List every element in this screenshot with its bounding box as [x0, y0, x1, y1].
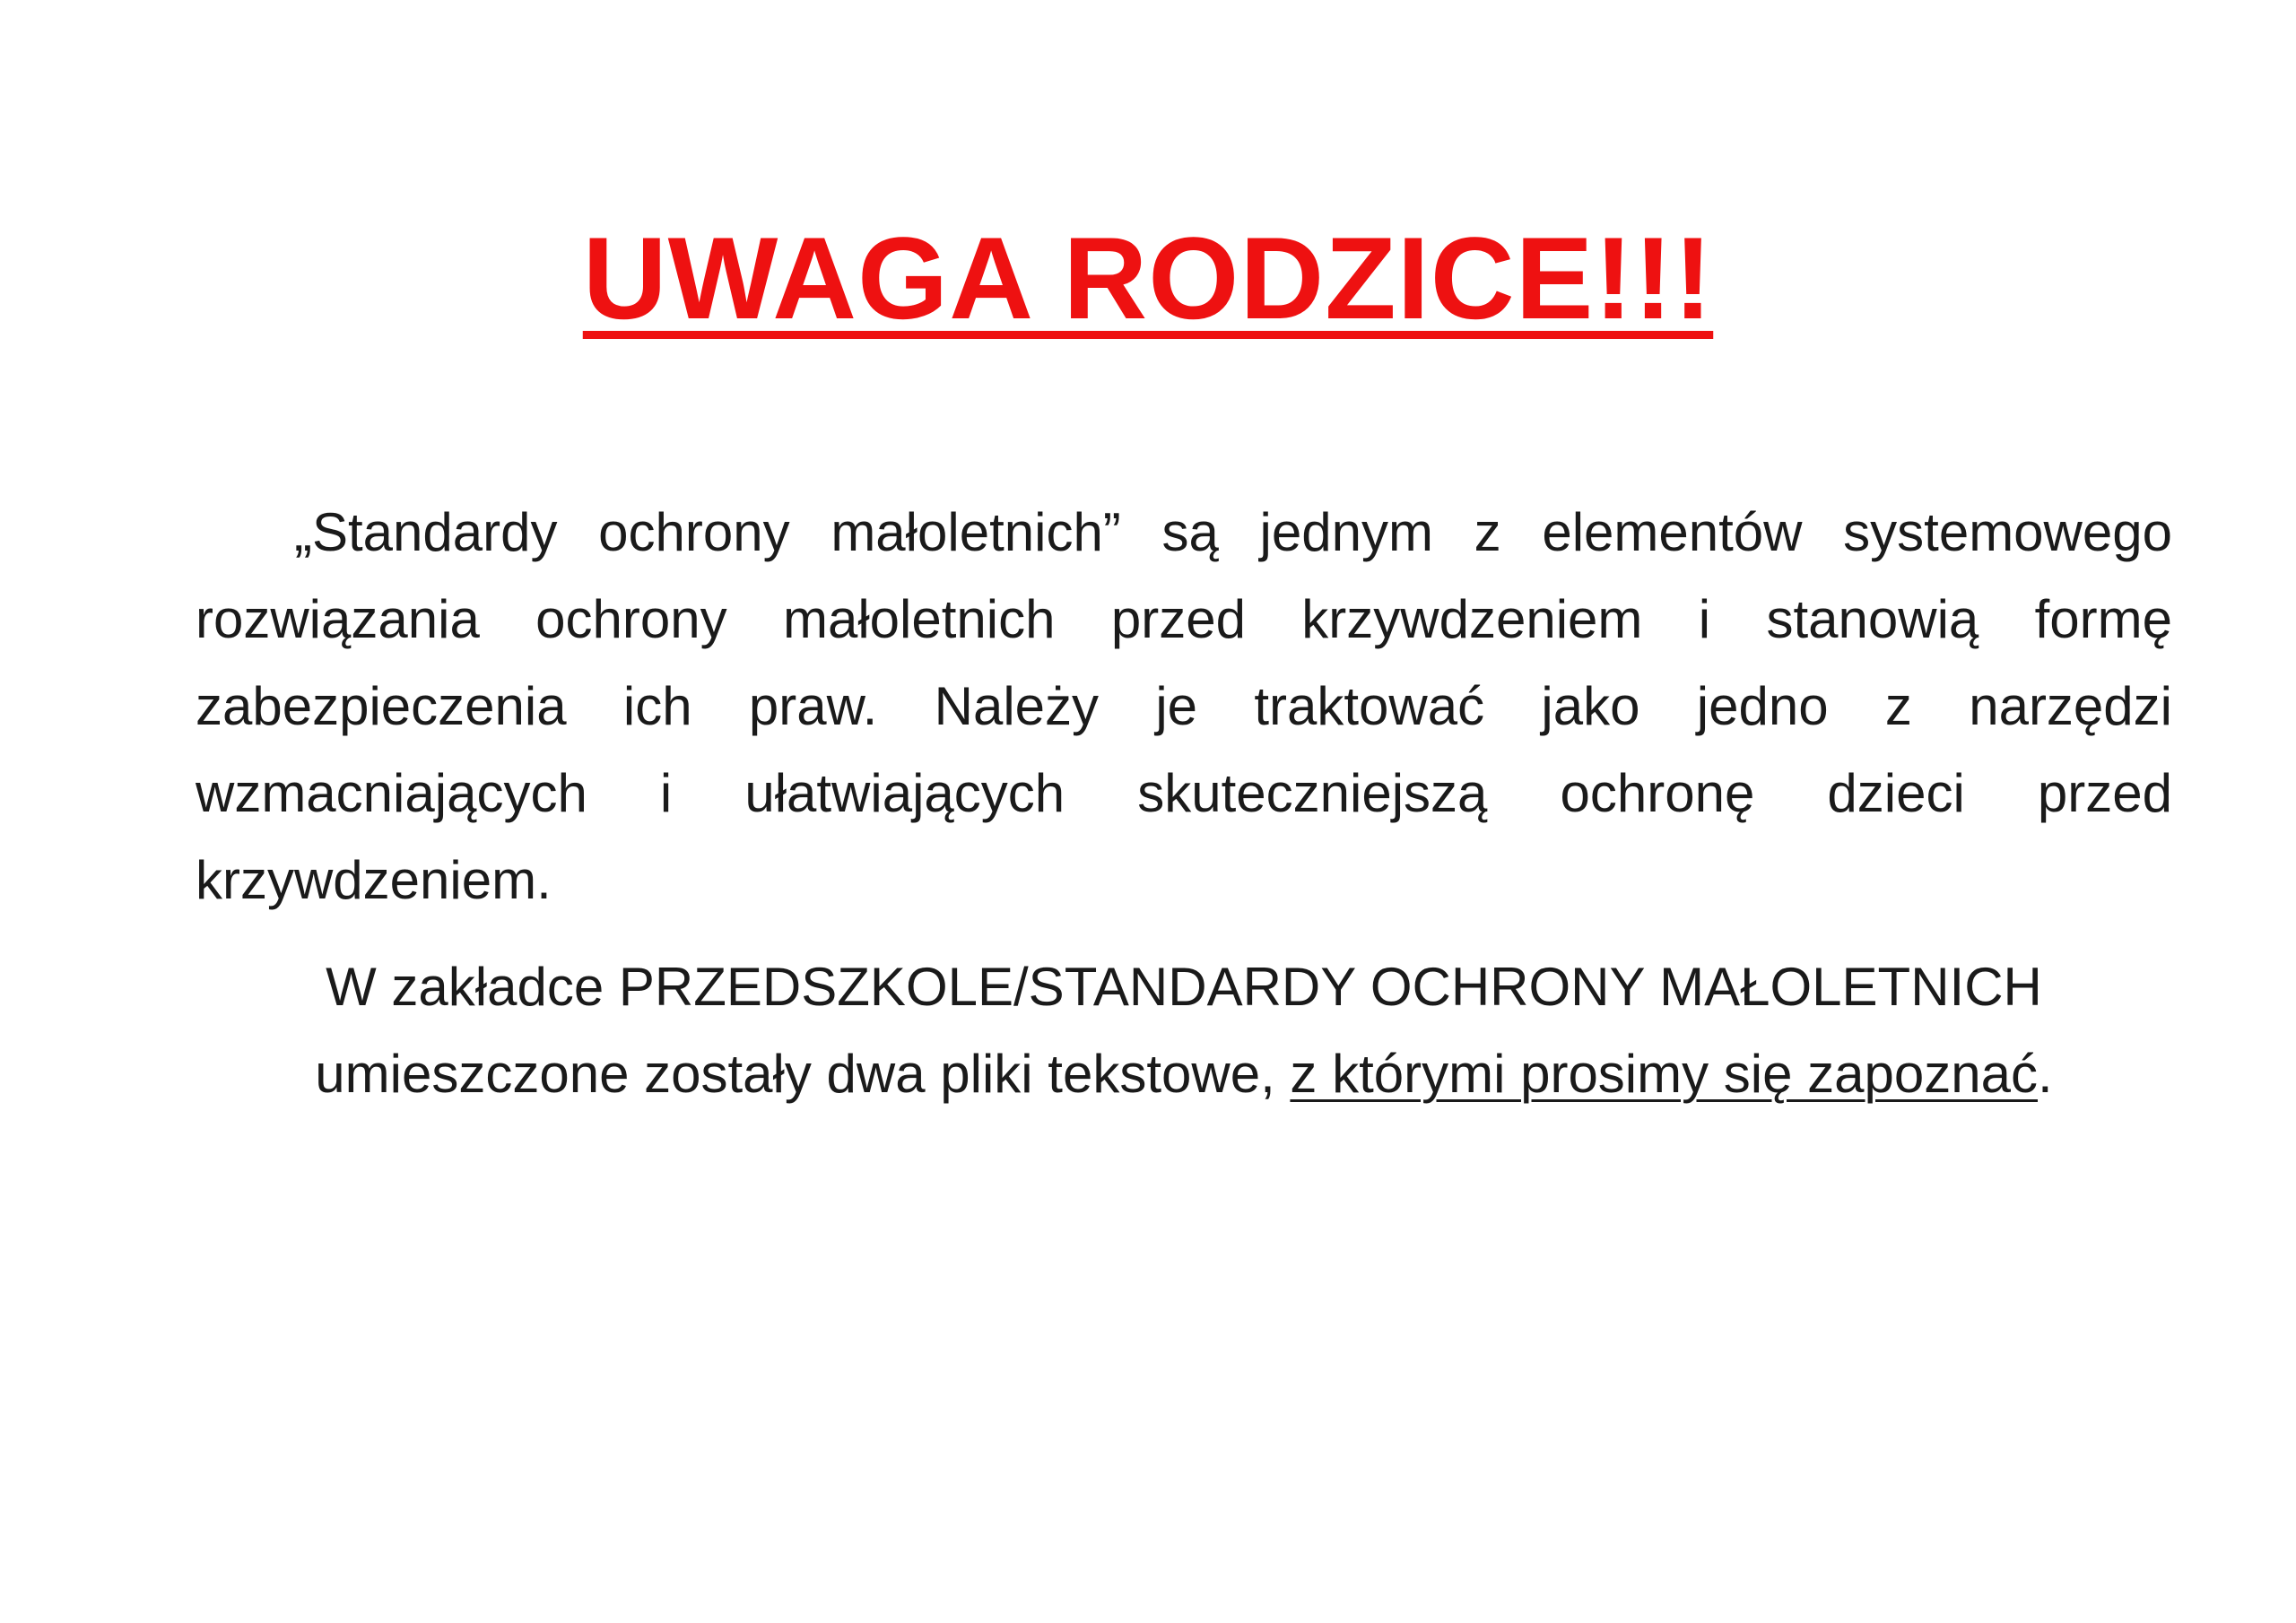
info-line-2-underlined: z którymi prosimy się zapoznać: [1290, 1044, 2039, 1104]
info-line-2-start: umieszczone zostały dwa pliki tekstowe,: [315, 1044, 1291, 1104]
page-title-text: UWAGA RODZICE!!!: [582, 213, 1714, 343]
page-title: [0, 206, 2296, 350]
info-line-2-end: .: [2038, 1044, 2053, 1104]
info-line-1: W zakładce PRZEDSZKOLE/STANDARDY OCHRONY MAŁOLETNICH: [326, 957, 2042, 1017]
info-paragraph: [196, 943, 2172, 1117]
intro-paragraph: „Standardy ochrony małoletnich” są jednym z elementów systemowego rozwiązania ochrony małoletnich przed krzywdzeniem i stanowią formę zabezpieczenia ich praw. Należy je traktować jako jedno z narzędzi wzmacniających i ułatwiających skuteczniejszą ochronę dzieci przed krzywdzeniem.: [196, 502, 2172, 910]
